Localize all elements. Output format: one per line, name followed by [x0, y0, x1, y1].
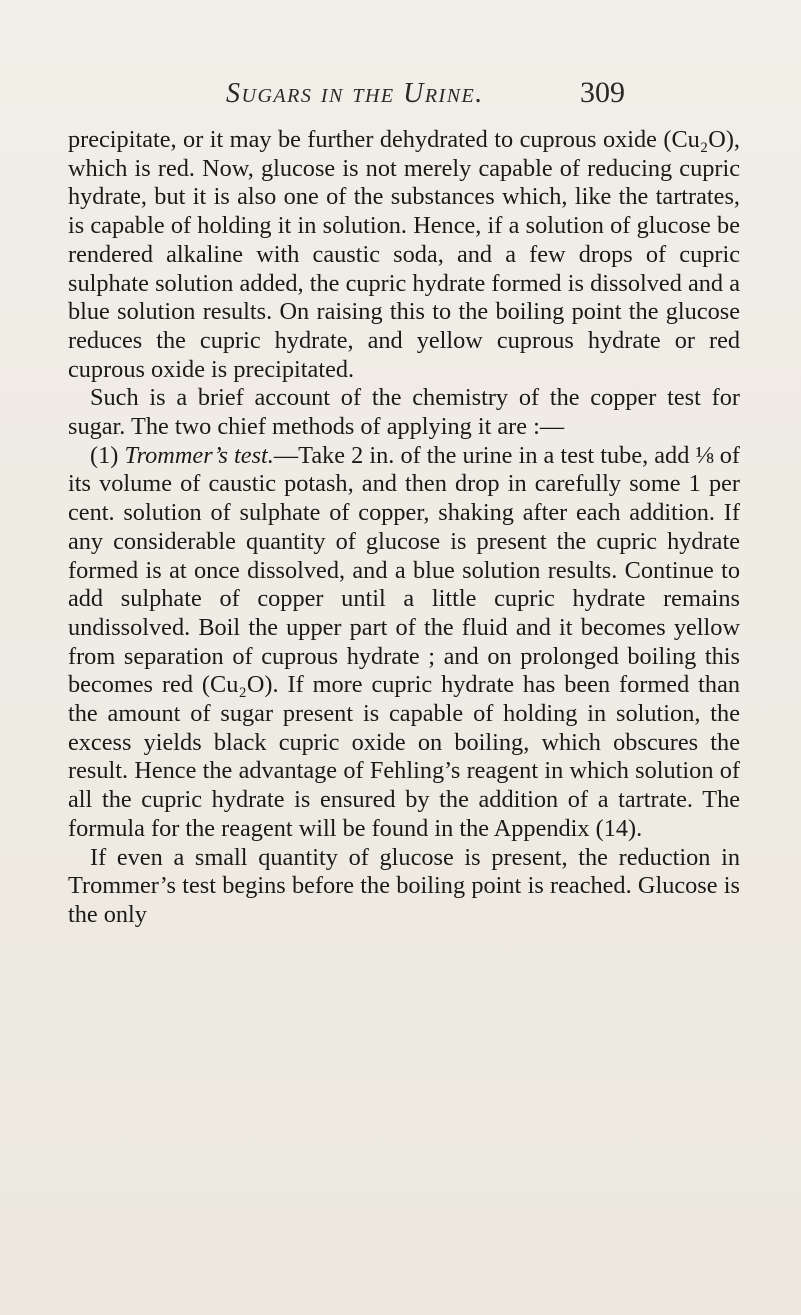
- paragraph: precipitate, or it may be further dehydrated to cuprous oxide (Cu₂O), which is red. Now, glucose is not merely capable of reducing cupric hydrate, but it is also one of the substances which, like the tartrates, is capable of holding it in solution. Hence, if a solution of glucose be rendered alkaline with caustic soda, and a few drops of cupric sulphate solution added, the cupric hydrate formed is dissolved and a blue solution results. On raising this to the boiling point the glucose reduces the cupric hydrate, and yellow cuprous hydrate or red cuprous oxide is precipitated.: [68, 126, 740, 383]
- method-number: (1): [90, 441, 125, 469]
- running-head: [0, 78, 801, 118]
- paragraph: If even a small quantity of glucose is present, the reduction in Trommer’s test begins before the boiling point is reached. Glucose is the only: [68, 843, 740, 928]
- page-number: 309: [580, 76, 625, 109]
- paragraph: Such is a brief account of the chemistry of the copper test for sugar. The two chief methods of applying it are :—: [68, 384, 740, 441]
- body-text: [68, 126, 740, 930]
- method-text: —Take 2 in. of the urine in a test tube, add ⅛ of its volume of caustic potash, and then drop in carefully some 1 per cent. solution of sulphate of copper, shaking after each addition. If any considerable quantity of glucose is present the cupric hydrate formed is at once dissolved, and a blue solution results. Continue to add sulphate of copper until a little cupric hydrate remains undissolved. Boil the upper part of the fluid and it becomes yellow from separation of cuprous hydrate ; and on prolonged boiling this becomes red (Cu₂O). If more cupric hydrate has been formed than the amount of sugar present is capable of holding in solution, the excess yields black cupric oxide on boiling, which obscures the result. Hence the advantage of Fehling’s reagent in which solution of all the cupric hydrate is ensured by the addition of a tartrate. The formula for the reagent will be found in the Appendix (14).: [68, 441, 741, 842]
- method-title: Trommer’s test.: [124, 441, 274, 469]
- running-title: Sugars in the Urine.: [226, 78, 484, 109]
- paragraph: [68, 442, 740, 844]
